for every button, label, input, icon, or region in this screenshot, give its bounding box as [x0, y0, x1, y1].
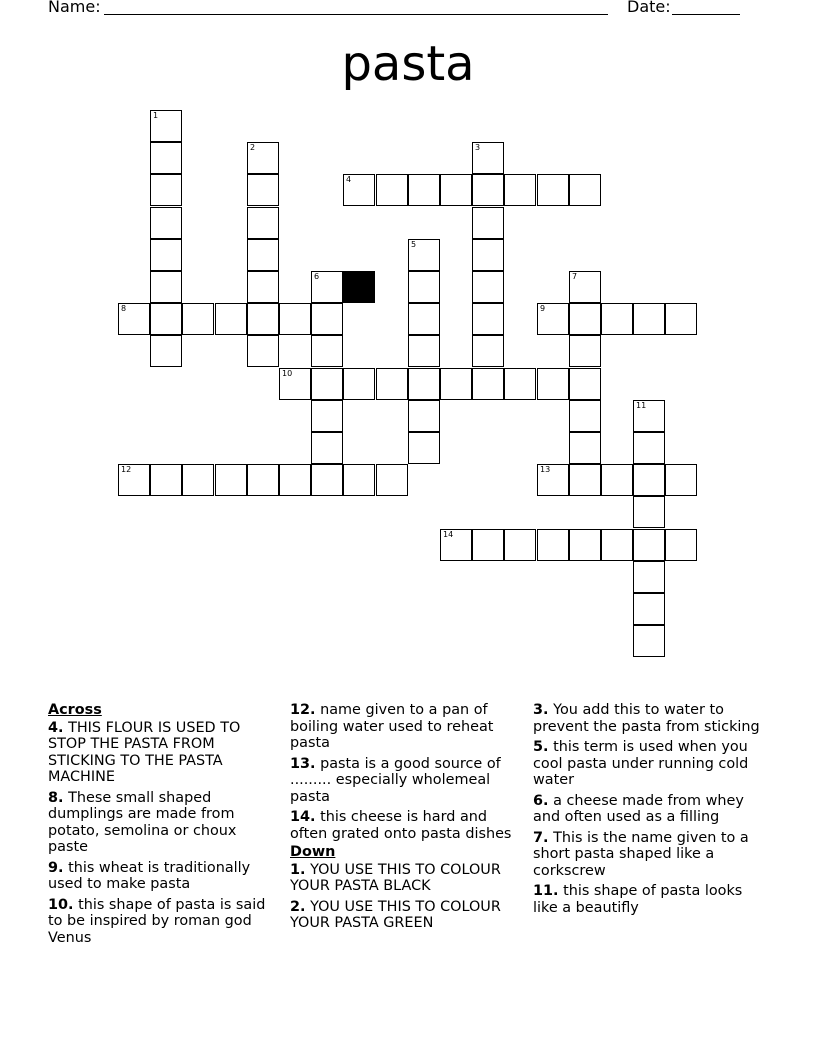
crossword-cell[interactable]	[633, 529, 665, 561]
crossword-cell[interactable]	[472, 207, 504, 239]
clue-across-14: 14. this cheese is hard and often grated onto pasta dishes	[290, 809, 512, 842]
crossword-cell[interactable]	[633, 303, 665, 335]
cell-number: 10	[282, 369, 293, 378]
clue-down-1: 1. YOU USE THIS TO COLOUR YOUR PASTA BLACK	[290, 861, 501, 894]
crossword-cell[interactable]	[311, 368, 343, 400]
crossword-cell[interactable]	[665, 303, 697, 335]
crossword-cell[interactable]	[569, 174, 601, 206]
crossword-cell[interactable]	[247, 174, 279, 206]
across-heading: Across	[48, 702, 102, 718]
crossword-cell[interactable]	[633, 496, 665, 528]
crossword-cell[interactable]	[247, 464, 279, 496]
crossword-cell[interactable]	[376, 174, 408, 206]
clue-down-5: 5. this term is used when you cool pasta under running cold water	[533, 739, 749, 788]
clues-column-2	[290, 702, 524, 936]
crossword-cell[interactable]	[472, 271, 504, 303]
crossword-cell[interactable]	[182, 303, 214, 335]
crossword-cell[interactable]	[247, 303, 279, 335]
clue-down-2: 2. YOU USE THIS TO COLOUR YOUR PASTA GREEN	[290, 898, 501, 931]
clue-down-11: 11. this shape of pasta looks like a beautifly	[533, 883, 743, 916]
crossword-cell[interactable]	[311, 271, 343, 303]
cell-number: 14	[443, 530, 454, 539]
clue-across-13: 13. pasta is a good source of ......... especially wholemeal pasta	[290, 755, 501, 805]
clue-across-9: 9. this wheat is traditionally used to make pasta	[48, 859, 251, 892]
cell-number: 3	[475, 143, 481, 152]
cell-number: 8	[121, 304, 127, 313]
black-square	[343, 271, 375, 303]
name-label: Name:	[48, 0, 101, 16]
clue-across-4: 4. THIS FLOUR IS USED TO STOP THE PASTA FROM STICKING TO THE PASTA MACHINE	[48, 719, 241, 785]
date-label: Date:	[627, 0, 671, 16]
crossword-cell[interactable]	[247, 335, 279, 367]
crossword-cell[interactable]	[472, 239, 504, 271]
crossword-cell[interactable]	[376, 368, 408, 400]
crossword-cell[interactable]	[601, 529, 633, 561]
crossword-cell[interactable]	[537, 303, 569, 335]
crossword-cell[interactable]	[247, 239, 279, 271]
crossword-cell[interactable]	[569, 464, 601, 496]
crossword-cell[interactable]	[472, 142, 504, 174]
crossword-cell[interactable]	[537, 174, 569, 206]
crossword-cell[interactable]	[633, 432, 665, 464]
crossword-cell[interactable]	[247, 271, 279, 303]
crossword-cell[interactable]	[215, 303, 247, 335]
cell-number: 9	[540, 304, 546, 313]
crossword-cell[interactable]	[247, 142, 279, 174]
down-heading: Down	[290, 844, 336, 860]
clues-column-3	[533, 702, 765, 920]
cell-number: 6	[314, 272, 320, 281]
crossword-cell[interactable]	[665, 464, 697, 496]
crossword-cell[interactable]	[504, 368, 536, 400]
crossword-cell[interactable]	[247, 207, 279, 239]
clues-column-1	[48, 702, 280, 950]
crossword-cell[interactable]	[569, 529, 601, 561]
crossword-cell[interactable]	[569, 303, 601, 335]
puzzle-title: pasta	[341, 36, 475, 92]
clue-down-6: 6. a cheese made from whey and often used as a filling	[533, 792, 744, 825]
crossword-cell[interactable]	[472, 303, 504, 335]
crossword-cell[interactable]	[376, 464, 408, 496]
crossword-cell[interactable]	[569, 335, 601, 367]
crossword-cell[interactable]	[665, 529, 697, 561]
crossword-cell[interactable]	[311, 464, 343, 496]
crossword-cell[interactable]	[408, 400, 440, 432]
crossword-cell[interactable]	[279, 303, 311, 335]
clue-across-8: 8. These small shaped dumplings are made from potato, semolina or choux paste	[48, 789, 237, 855]
crossword-cell[interactable]	[569, 271, 601, 303]
crossword-cell[interactable]	[150, 335, 182, 367]
crossword-cell[interactable]	[150, 271, 182, 303]
crossword-cell[interactable]	[633, 464, 665, 496]
crossword-cell[interactable]	[150, 110, 182, 142]
cell-number: 1	[153, 111, 159, 120]
crossword-cell[interactable]	[537, 529, 569, 561]
crossword-cell[interactable]	[408, 303, 440, 335]
crossword-cell[interactable]	[569, 368, 601, 400]
crossword-cell[interactable]	[150, 239, 182, 271]
crossword-cell[interactable]	[343, 174, 375, 206]
crossword-cell[interactable]	[182, 464, 214, 496]
crossword-cell[interactable]	[408, 368, 440, 400]
clue-across-12: 12. name given to a pan of boiling water used to reheat pasta	[290, 702, 494, 751]
crossword-cell[interactable]	[601, 303, 633, 335]
crossword-cell[interactable]	[633, 400, 665, 432]
crossword-cell[interactable]	[472, 335, 504, 367]
crossword-cell[interactable]	[311, 432, 343, 464]
crossword-cell[interactable]	[150, 464, 182, 496]
crossword-cell[interactable]	[150, 207, 182, 239]
crossword-cell[interactable]	[537, 464, 569, 496]
crossword-cell[interactable]	[311, 400, 343, 432]
crossword-cell[interactable]	[408, 174, 440, 206]
crossword-cell[interactable]	[569, 432, 601, 464]
crossword-cell[interactable]	[472, 368, 504, 400]
crossword-cell[interactable]	[504, 174, 536, 206]
crossword-cell[interactable]	[118, 303, 150, 335]
clue-down-3: 3. You add this to water to prevent the pasta from sticking	[533, 702, 760, 735]
crossword-cell[interactable]	[408, 239, 440, 271]
crossword-cell[interactable]	[118, 464, 150, 496]
cell-number: 12	[121, 465, 132, 474]
crossword-cell[interactable]	[633, 625, 665, 657]
crossword-cell[interactable]	[633, 561, 665, 593]
crossword-cell[interactable]	[440, 529, 472, 561]
clue-across-10: 10. this shape of pasta is said to be inspired by roman god Venus	[48, 896, 266, 946]
crossword-cell[interactable]	[279, 368, 311, 400]
cell-number: 2	[250, 143, 256, 152]
crossword-cell[interactable]	[601, 464, 633, 496]
cell-number: 4	[346, 175, 352, 184]
crossword-cell[interactable]	[408, 335, 440, 367]
crossword-cell[interactable]	[472, 529, 504, 561]
crossword-cell[interactable]	[440, 174, 472, 206]
clue-down-7: 7. This is the name given to a short pasta shaped like a corkscrew	[533, 829, 749, 879]
crossword-cell[interactable]	[343, 464, 375, 496]
crossword-cell[interactable]	[569, 400, 601, 432]
crossword-cell[interactable]	[311, 303, 343, 335]
crossword-cell[interactable]	[408, 271, 440, 303]
crossword-cell[interactable]	[408, 432, 440, 464]
cell-number: 7	[572, 272, 578, 281]
cell-number: 11	[636, 401, 647, 410]
crossword-cell[interactable]	[150, 303, 182, 335]
crossword-cell[interactable]	[150, 142, 182, 174]
crossword-cell[interactable]	[279, 464, 311, 496]
crossword-cell[interactable]	[440, 368, 472, 400]
cell-number: 5	[411, 240, 417, 249]
crossword-cell[interactable]	[472, 174, 504, 206]
cell-number: 13	[540, 465, 551, 474]
crossword-cell[interactable]	[343, 368, 375, 400]
crossword-cell[interactable]	[311, 335, 343, 367]
crossword-cell[interactable]	[633, 593, 665, 625]
crossword-cell[interactable]	[215, 464, 247, 496]
crossword-cell[interactable]	[150, 174, 182, 206]
crossword-cell[interactable]	[537, 368, 569, 400]
crossword-cell[interactable]	[504, 529, 536, 561]
